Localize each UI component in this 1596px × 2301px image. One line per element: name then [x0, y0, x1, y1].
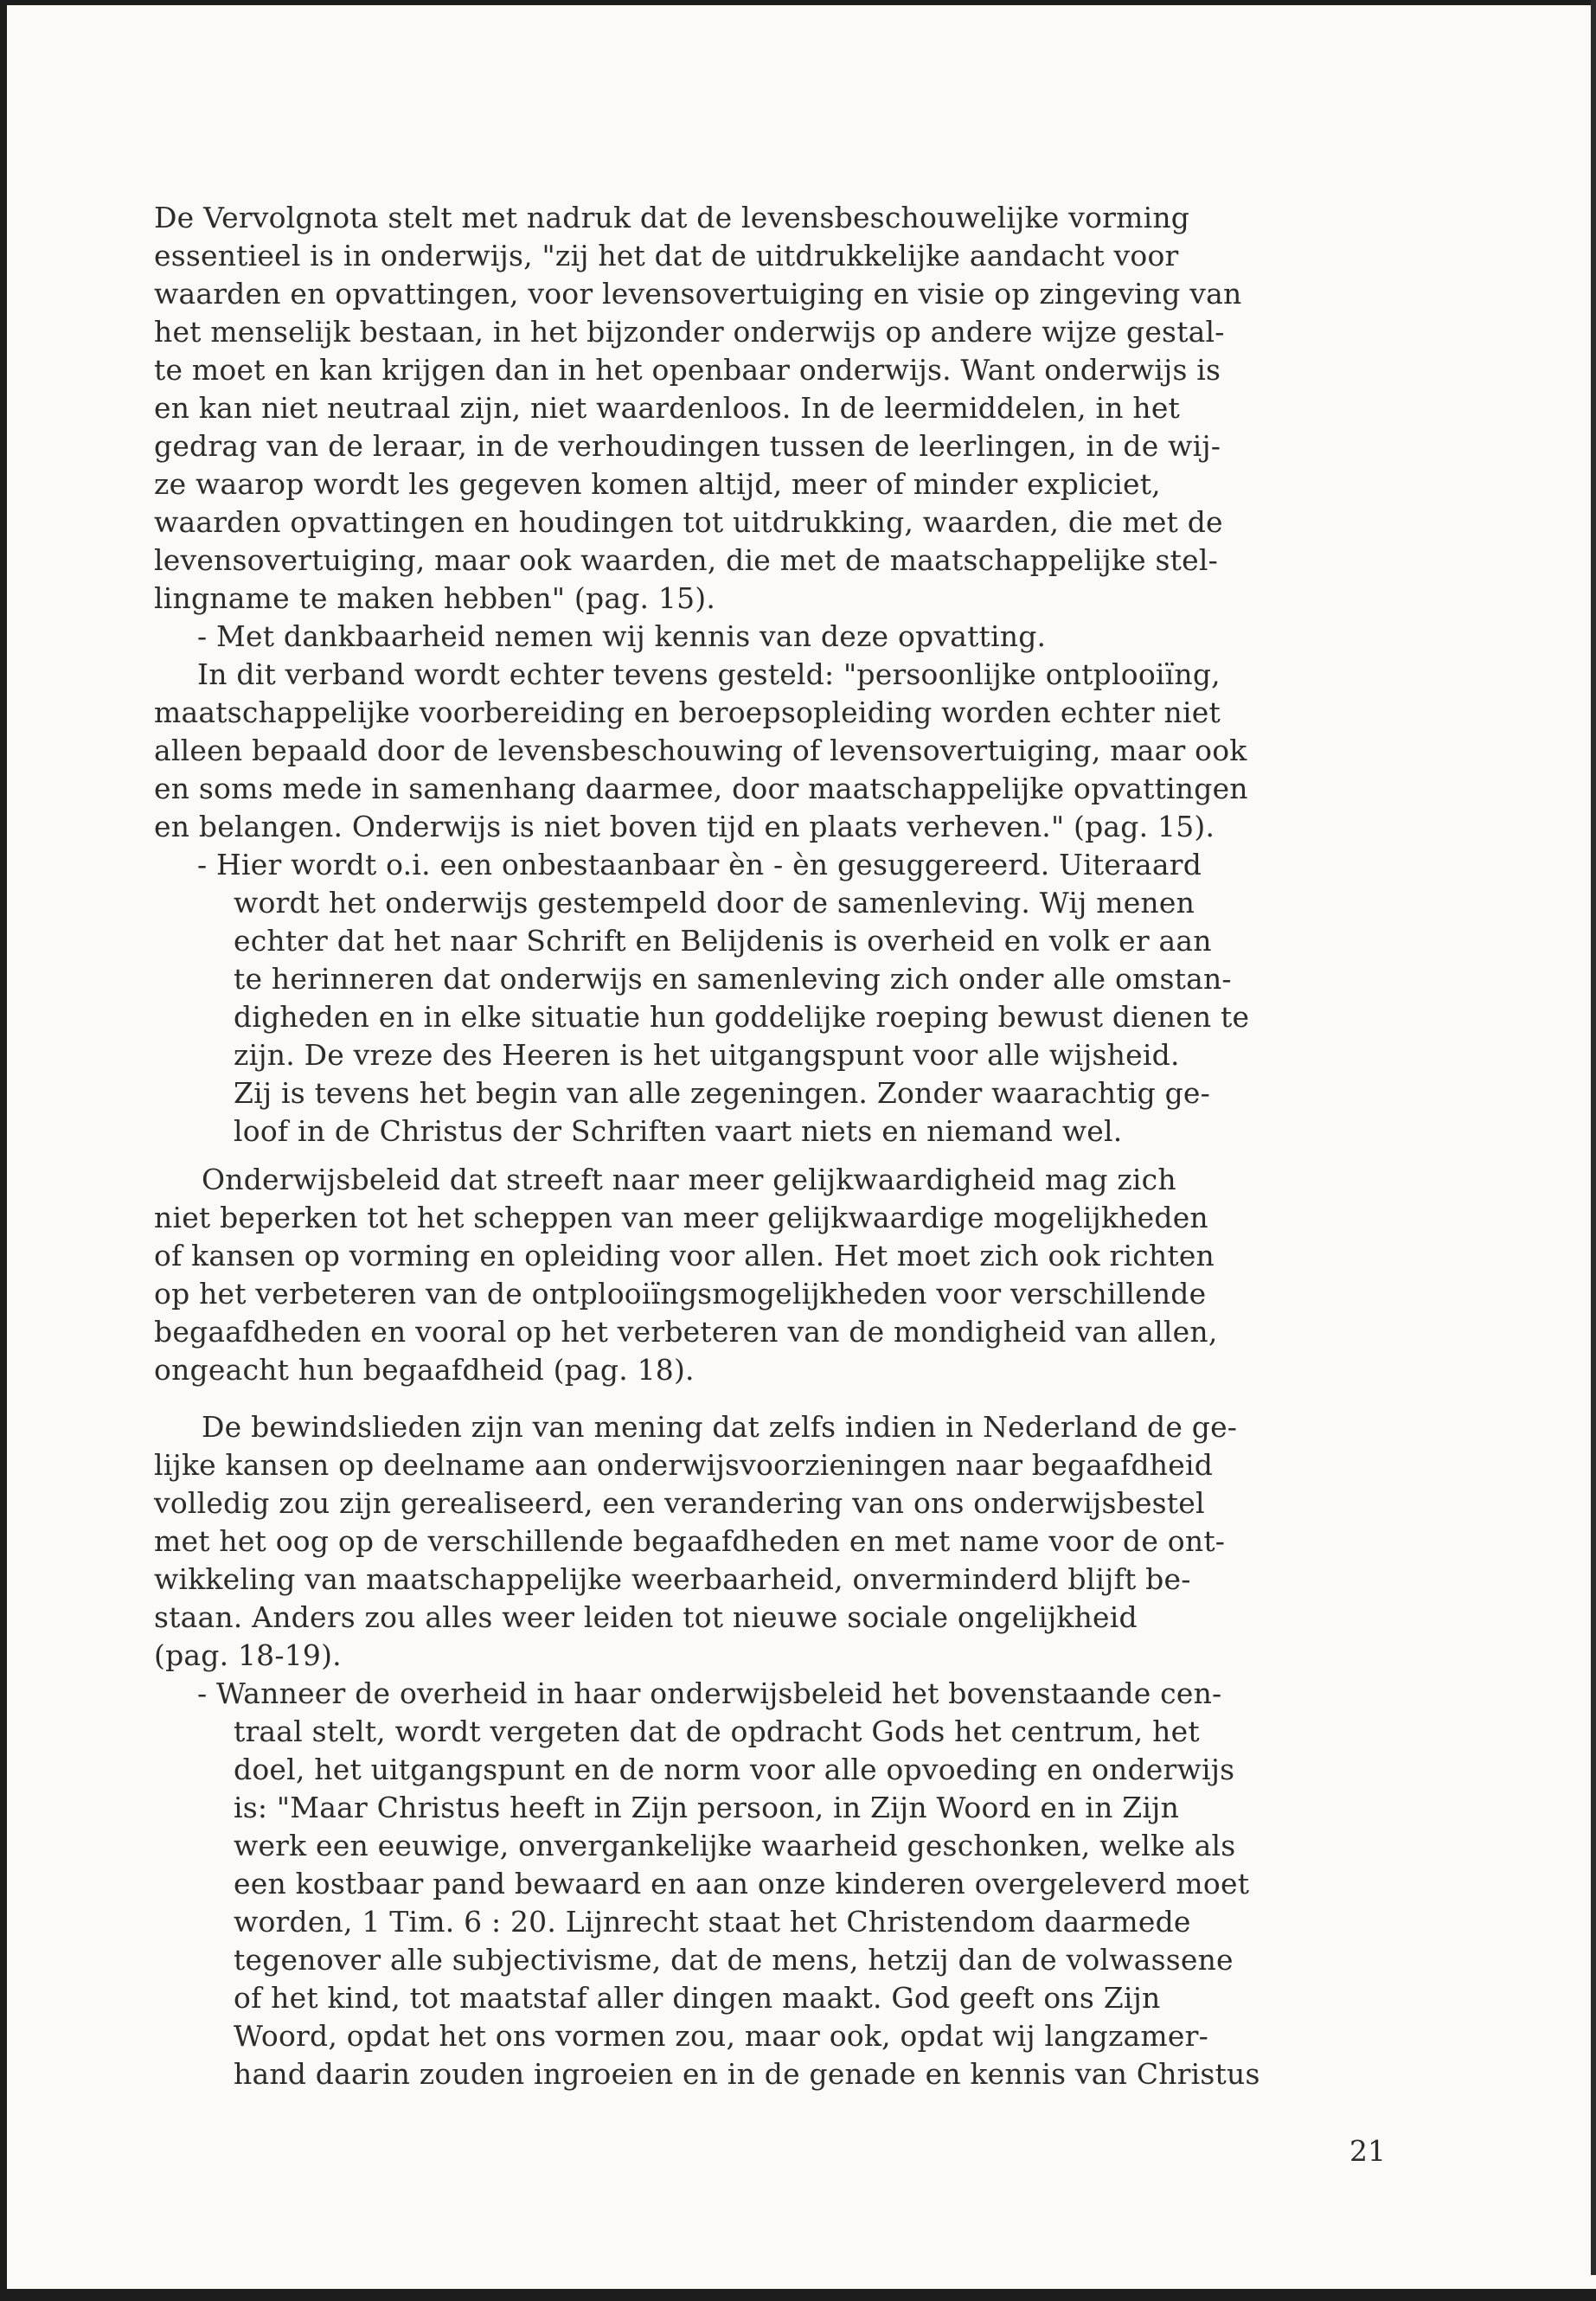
text-line: zijn. De vreze des Heeren is het uitgangspunt voor alle wijsheid.	[234, 1038, 1180, 1072]
text-line: met het oog op de verschillende begaafdheden en met name voor de ont-	[154, 1524, 1226, 1558]
scan-border-top	[0, 0, 1596, 5]
text-line: hand daarin zouden ingroeien en in de genade en kennis van Christus	[234, 2057, 1260, 2091]
text-line: waarden en opvattingen, voor levensovertuiging en visie op zingeving van	[154, 277, 1242, 311]
text-line: werk een eeuwige, onvergankelijke waarheid geschonken, welke als	[234, 1829, 1236, 1862]
text-line: Onderwijsbeleid dat streeft naar meer gelijkwaardigheid mag zich	[202, 1163, 1176, 1196]
text-line: Woord, opdat het ons vormen zou, maar ook, opdat wij langzamer-	[234, 2019, 1208, 2053]
text-line: echter dat het naar Schrift en Belijdenis is overheid en volk er aan	[234, 924, 1212, 958]
text-line: ongeacht hun begaafdheid (pag. 18).	[154, 1353, 695, 1387]
text-line: een kostbaar pand bewaard en aan onze kinderen overgeleverd moet	[234, 1867, 1250, 1900]
text-line: worden, 1 Tim. 6 : 20. Lijnrecht staat het Christendom daarmede	[234, 1905, 1191, 1939]
paragraph-verband	[154, 656, 1248, 846]
text-line: wordt het onderwijs gestempeld door de samenleving. Wij menen	[234, 886, 1195, 920]
text-line: alleen bepaald door de levensbeschouwing of levensovertuiging, maar ook	[154, 734, 1247, 767]
paragraph-onderwijsbeleid	[154, 1161, 1218, 1389]
text-line: tegenover alle subjectivisme, dat de mens, hetzij dan de volwassene	[234, 1943, 1234, 1977]
page-number: 21	[1349, 2134, 1386, 2168]
text-line: Zij is tevens het begin van alle zegeningen. Zonder waarachtig ge-	[234, 1076, 1210, 1110]
scan-border-right	[1591, 0, 1596, 2275]
text-line: staan. Anders zou alles weer leiden tot nieuwe sociale ongelijkheid	[154, 1600, 1138, 1634]
text-line: is: "Maar Christus heeft in Zijn persoon, in Zijn Woord en in Zijn	[234, 1791, 1180, 1824]
text-line: De Vervolgnota stelt met nadruk dat de levensbeschouwelijke vorming	[154, 201, 1190, 234]
text-line: begaafdheden en vooral op het verbeteren van de mondigheid van allen,	[154, 1315, 1218, 1349]
text-line: en kan niet neutraal zijn, niet waardenloos. In de leermiddelen, in het	[154, 391, 1181, 425]
scan-border-left	[0, 0, 7, 2301]
paragraph-response-3	[197, 1675, 1260, 2093]
text-line: wikkeling van maatschappelijke weerbaarheid, onverminderd blijft be-	[154, 1562, 1191, 1596]
text-line: doel, het uitgangspunt en de norm voor alle opvoeding en onderwijs	[234, 1753, 1235, 1786]
text-line: volledig zou zijn gerealiseerd, een verandering van ons onderwijsbestel	[154, 1486, 1205, 1520]
text-line: of het kind, tot maatstaf aller dingen maakt. God geeft ons Zijn	[234, 1981, 1161, 2015]
text-line: of kansen op vorming en opleiding voor allen. Het moet zich ook richten	[154, 1239, 1215, 1272]
text-line: lingname te maken hebben" (pag. 15).	[154, 581, 716, 615]
paragraph-vervolgnota	[154, 199, 1241, 618]
text-line: - Met dankbaarheid nemen wij kennis van deze opvatting.	[197, 619, 1047, 653]
paragraph-response-2	[197, 846, 1249, 1150]
text-line: gedrag van de leraar, in de verhoudingen tussen de leerlingen, in de wij-	[154, 429, 1221, 463]
paragraph-bewindslieden	[154, 1408, 1237, 1675]
text-line: In dit verband wordt echter tevens gesteld: "persoonlijke ontplooiïng,	[197, 657, 1221, 691]
text-line: en soms mede in samenhang daarmee, door maatschappelijke opvattingen	[154, 772, 1248, 805]
text-line: te moet en kan krijgen dan in het openbaar onderwijs. Want onderwijs is	[154, 353, 1221, 387]
text-line: digheden en in elke situatie hun goddelijke roeping bewust dienen te	[234, 1000, 1250, 1034]
text-line: De bewindslieden zijn van mening dat zelfs indien in Nederland de ge-	[202, 1410, 1238, 1444]
text-line: waarden opvattingen en houdingen tot uitdrukking, waarden, die met de	[154, 505, 1223, 539]
text-line: en belangen. Onderwijs is niet boven tijd en plaats verheven." (pag. 15).	[154, 810, 1215, 843]
text-line: niet beperken tot het scheppen van meer gelijkwaardige mogelijkheden	[154, 1201, 1208, 1234]
text-line: op het verbeteren van de ontplooiïngsmogelijkheden voor verschillende	[154, 1277, 1207, 1311]
text-line: (pag. 18-19).	[154, 1638, 342, 1672]
text-line: ze waarop wordt les gegeven komen altijd, meer of minder expliciet,	[154, 467, 1161, 501]
text-line: lijke kansen op deelname aan onderwijsvoorzieningen naar begaafdheid	[154, 1448, 1214, 1482]
text-line: maatschappelijke voorbereiding en beroepsopleiding worden echter niet	[154, 695, 1221, 729]
text-line: loof in de Christus der Schriften vaart niets en niemand wel.	[234, 1114, 1123, 1148]
text-line: - Wanneer de overheid in haar onderwijsbeleid het bovenstaande cen-	[197, 1676, 1222, 1710]
text-line: essentieel is in onderwijs, "zij het dat de uitdrukkelijke aandacht voor	[154, 239, 1179, 272]
text-line: het menselijk bestaan, in het bijzonder onderwijs op andere wijze gestal-	[154, 315, 1225, 349]
paragraph-response-1	[197, 618, 1046, 656]
text-line: - Hier wordt o.i. een onbestaanbaar èn - èn gesuggereerd. Uiteraard	[197, 848, 1202, 881]
scan-border-bottom	[0, 2289, 1596, 2301]
text-line: levensovertuiging, maar ook waarden, die met de maatschappelijke stel-	[154, 543, 1218, 577]
text-line: traal stelt, wordt vergeten dat de opdracht Gods het centrum, het	[234, 1715, 1200, 1748]
text-line: te herinneren dat onderwijs en samenleving zich onder alle omstan-	[234, 962, 1232, 996]
